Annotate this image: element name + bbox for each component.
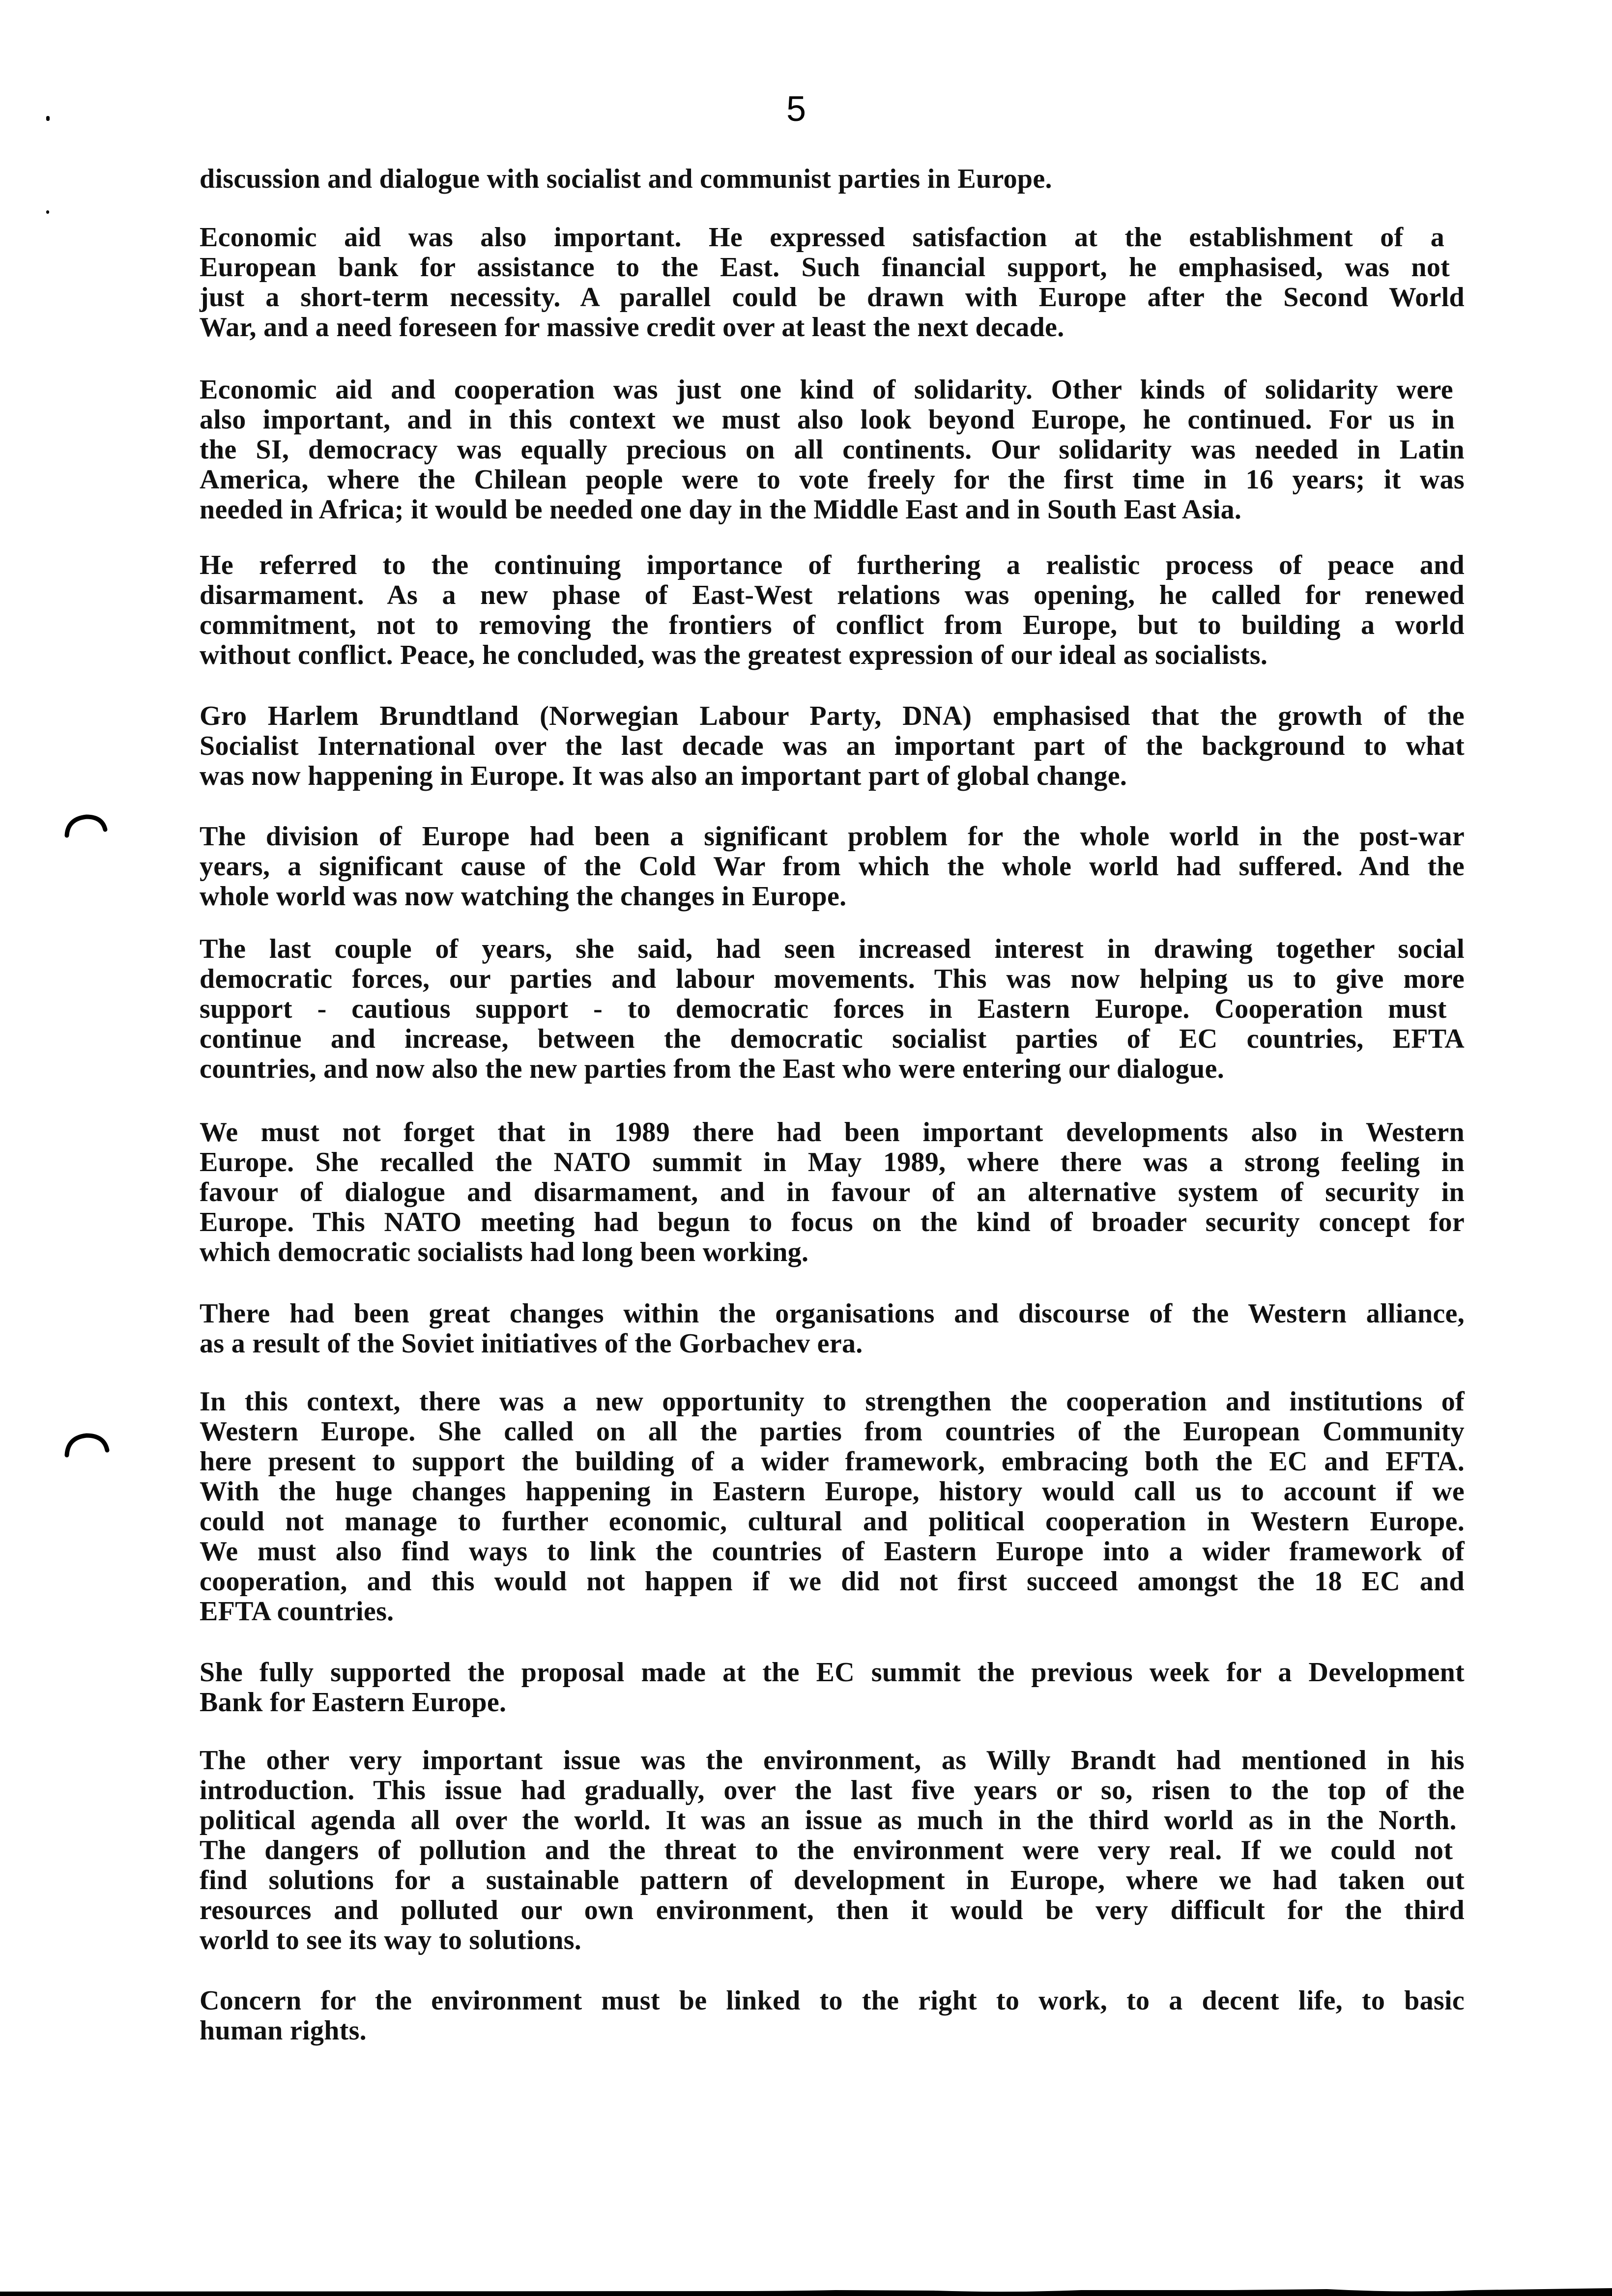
paragraph: [200, 550, 1465, 670]
paragraph: [200, 1387, 1465, 1627]
text-line: With the huge changes happening in Eastern Europe, history would call us to account if we: [200, 1476, 1465, 1507]
text-line: There had been great changes within the organisations and discourse of the Western alliance,: [200, 1298, 1465, 1329]
text-line: Economic aid was also important. He expressed satisfaction at the establishment of a: [200, 222, 1445, 253]
text-line: as a result of the Soviet initiatives of the Gorbachev era.: [200, 1328, 863, 1359]
text-line: War, and a need foreseen for massive credit over at least the next decade.: [200, 312, 1065, 343]
text-line: America, where the Chilean people were to vote freely for the first time in 16 years; it was: [200, 464, 1465, 495]
text-line: He referred to the continuing importance of furthering a realistic process of peace and: [200, 550, 1465, 580]
text-line: The division of Europe had been a significant problem for the whole world in the post-war: [200, 821, 1465, 852]
paragraph: [200, 164, 1465, 194]
text-line: We must also find ways to link the countries of Eastern Europe into a wider framework of: [200, 1536, 1465, 1567]
punch-hole-icon: [63, 1428, 112, 1467]
text-line: [200, 701, 1465, 731]
scan-speck: [46, 116, 50, 121]
paragraph: [200, 223, 1465, 343]
text-line: cooperation, and this would not happen if we did not first succeed amongst the 18 EC and: [200, 1566, 1465, 1597]
text-line: introduction. This issue had gradually, over the last five years or so, risen to the top of the: [200, 1775, 1465, 1806]
text-line: also important, and in this context we must also look beyond Europe, he continued. For us in: [200, 404, 1455, 435]
text-line: political agenda all over the world. It was an issue as much in the third world as in the North.: [200, 1805, 1457, 1836]
paragraph: [200, 1658, 1465, 1718]
text-line: Concern for the environment must be linked to the right to work, to a decent life, to basic: [200, 1985, 1465, 2016]
text-line: Western Europe. She called on all the parties from countries of the European Community: [200, 1416, 1465, 1447]
speaker-affiliation: (Norwegian Labour Party, DNA) emphasised that the growth of the: [518, 701, 1465, 731]
text-line: commitment, not to removing the frontiers of conflict from Europe, but to building a world: [200, 610, 1465, 640]
text-line: The dangers of pollution and the threat to the environment were very real. If we could not: [200, 1835, 1453, 1866]
text-line: EFTA countries.: [200, 1596, 394, 1627]
paragraph: [200, 375, 1465, 525]
text-line: The other very important issue was the environment, as Willy Brandt had mentioned in his: [200, 1745, 1465, 1776]
text-line: resources and polluted our own environment, then it would be very difficult for the third: [200, 1895, 1465, 1925]
text-line: disarmament. As a new phase of East-West relations was opening, he called for renewed: [200, 580, 1465, 610]
scan-speck: [46, 210, 49, 214]
text-line: was now happening in Europe. It was also an important part of global change.: [200, 761, 1127, 791]
text-line: The last couple of years, she said, had seen increased interest in drawing together social: [200, 934, 1465, 964]
text-line: democratic forces, our parties and labour movements. This was now helping us to give more: [200, 964, 1465, 994]
text-line: find solutions for a sustainable pattern of development in Europe, where we had taken out: [200, 1865, 1465, 1895]
text-line: countries, and now also the new parties from the East who were entering our dialogue.: [200, 1054, 1225, 1084]
text-line: could not manage to further economic, cultural and political cooperation in Western Europe.: [200, 1506, 1465, 1537]
paragraph: [200, 822, 1465, 912]
text-line: favour of dialogue and disarmament, and in favour of an alternative system of security in: [200, 1177, 1465, 1207]
text-line: whole world was now watching the changes in Europe.: [200, 881, 847, 912]
text-line: She fully supported the proposal made at the EC summit the previous week for a Development: [200, 1657, 1465, 1688]
paragraph: [200, 934, 1465, 1084]
text-line: Bank for Eastern Europe.: [200, 1687, 507, 1718]
text-line: here present to support the building of a wider framework, embracing both the EC and EFTA.: [200, 1446, 1465, 1477]
text-line: needed in Africa; it would be needed one day in the Middle East and in South East Asia.: [200, 494, 1242, 525]
punch-hole-icon: [63, 811, 112, 850]
text-line: In this context, there was a new opportunity to strengthen the cooperation and institutions of: [200, 1386, 1465, 1417]
text-line: Europe. This NATO meeting had begun to focus on the kind of broader security concept for: [200, 1207, 1465, 1237]
paragraph: [200, 1986, 1465, 2046]
text-line: which democratic socialists had long been working.: [200, 1237, 809, 1267]
speaker-name: Gro Harlem Brundtland: [200, 701, 519, 731]
text-line: world to see its way to solutions.: [200, 1925, 582, 1955]
page-number: 5: [786, 89, 806, 129]
text-line: without conflict. Peace, he concluded, was the greatest expression of our ideal as socialists.: [200, 640, 1268, 670]
text-line: human rights.: [200, 2015, 367, 2046]
text-line: discussion and dialogue with socialist and communist parties in Europe.: [200, 164, 1052, 194]
paragraph: [200, 1118, 1465, 1267]
scan-bottom-edge: [0, 2286, 1612, 2296]
text-line: We must not forget that in 1989 there had been important developments also in Western: [200, 1117, 1465, 1148]
text-line: just a short-term necessity. A parallel could be drawn with Europe after the Second World: [200, 282, 1465, 313]
text-line: European bank for assistance to the East. Such financial support, he emphasised, was not: [200, 252, 1450, 283]
text-line: support - cautious support - to democratic forces in Eastern Europe. Cooperation must: [200, 994, 1447, 1024]
paragraph: [200, 701, 1465, 791]
text-line: Socialist International over the last decade was an important part of the background to what: [200, 731, 1465, 761]
text-line: Economic aid and cooperation was just one kind of solidarity. Other kinds of solidarity were: [200, 374, 1453, 405]
paragraph: [200, 1746, 1465, 1955]
text-line: continue and increase, between the democratic socialist parties of EC countries, EFTA: [200, 1024, 1465, 1054]
paragraph: [200, 1299, 1465, 1359]
text-line: years, a significant cause of the Cold War from which the whole world had suffered. And the: [200, 851, 1465, 882]
text-line: the SI, democracy was equally precious on all continents. Our solidarity was needed in Latin: [200, 434, 1465, 465]
text-line: Europe. She recalled the NATO summit in May 1989, where there was a strong feeling in: [200, 1147, 1465, 1177]
